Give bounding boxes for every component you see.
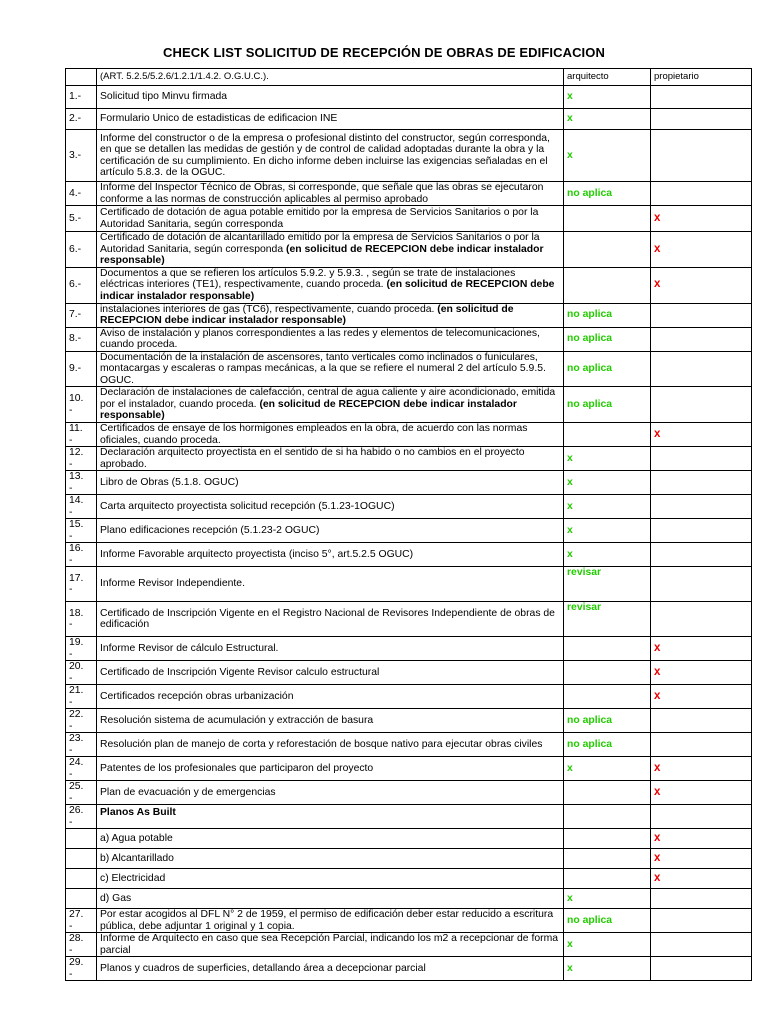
- item-description: [97, 351, 564, 387]
- arquitecto-mark: x: [567, 962, 573, 974]
- item-number: 25. -: [66, 781, 97, 805]
- arquitecto-mark: no aplica: [567, 333, 613, 345]
- propietario-mark: x: [654, 665, 661, 678]
- arquitecto-cell: [564, 130, 651, 182]
- item-text: Plan de evacuación y de emergencias: [100, 786, 276, 798]
- item-text: a) Agua potable: [100, 832, 173, 844]
- item-description: [97, 543, 564, 567]
- item-number: [66, 889, 97, 909]
- table-row: [66, 933, 752, 957]
- arquitecto-mark: no aplica: [567, 714, 613, 726]
- table-row: [66, 447, 752, 471]
- item-text: Solicitud tipo Minvu firmada: [100, 91, 228, 103]
- item-number: 6.-: [66, 267, 97, 303]
- arquitecto-cell: [564, 86, 651, 109]
- table-row: [66, 685, 752, 709]
- table-row: [66, 495, 752, 519]
- arquitecto-cell: [564, 567, 651, 602]
- reference-text: (ART. 5.2.5/5.2.6/1.2.1/1.4.2. O.G.U.C.).: [97, 69, 564, 86]
- propietario-cell: [651, 849, 752, 869]
- arquitecto-cell: [564, 423, 651, 447]
- item-description: [97, 109, 564, 130]
- propietario-mark: x: [654, 689, 661, 702]
- item-description: [97, 471, 564, 495]
- item-number: 17. -: [66, 567, 97, 602]
- propietario-mark: x: [654, 278, 661, 291]
- arquitecto-mark: revisar: [567, 567, 602, 578]
- item-description: [97, 206, 564, 232]
- item-number: 3.-: [66, 130, 97, 182]
- arquitecto-cell: [564, 757, 651, 781]
- item-number: 12. -: [66, 447, 97, 471]
- item-description: [97, 933, 564, 957]
- item-text: Certificado de dotación de agua potable emitido por la empresa de Servicios Sanitarios o por la Autoridad Sanitaria, según corresponda: [100, 207, 539, 230]
- propietario-cell: [651, 637, 752, 661]
- arquitecto-mark: x: [567, 500, 573, 512]
- table-row: [66, 423, 752, 447]
- propietario-cell: [651, 567, 752, 602]
- arquitecto-mark: no aplica: [567, 363, 613, 374]
- item-note: (en solicitud de RECEPCION debe indicar instalador responsable): [100, 398, 517, 422]
- propietario-cell: [651, 869, 752, 889]
- table-row: [66, 637, 752, 661]
- propietario-mark: x: [654, 761, 661, 774]
- item-text: b) Alcantarillado: [100, 852, 174, 864]
- propietario-cell: [651, 709, 752, 733]
- item-description: [97, 661, 564, 685]
- item-description: [97, 757, 564, 781]
- arquitecto-cell: [564, 267, 651, 303]
- item-description: [97, 447, 564, 471]
- item-text: Carta arquitecto proyectista solicitud recepción (5.1.23-1OGUC): [100, 500, 395, 512]
- item-text: c) Electricidad: [100, 872, 166, 884]
- table-row: [66, 109, 752, 130]
- propietario-cell: [651, 805, 752, 829]
- table-row: [66, 232, 752, 268]
- item-text: d) Gas: [100, 892, 132, 904]
- propietario-cell: [651, 387, 752, 423]
- arquitecto-mark: no aplica: [567, 738, 613, 750]
- propietario-cell: [651, 495, 752, 519]
- arquitecto-mark: x: [567, 762, 573, 774]
- propietario-cell: [651, 909, 752, 933]
- propietario-cell: [651, 733, 752, 757]
- item-text: Formulario Unico de estadisticas de edificacion INE: [100, 113, 338, 125]
- item-number: 24. -: [66, 757, 97, 781]
- item-description: [97, 182, 564, 206]
- propietario-cell: [651, 86, 752, 109]
- table-row: [66, 869, 752, 889]
- item-number: 18. -: [66, 602, 97, 637]
- item-number: 9.-: [66, 351, 97, 387]
- propietario-cell: [651, 781, 752, 805]
- item-number: 20. -: [66, 661, 97, 685]
- arquitecto-mark: x: [567, 524, 573, 536]
- item-number: 5.-: [66, 206, 97, 232]
- arquitecto-cell: [564, 685, 651, 709]
- item-number: 23. -: [66, 733, 97, 757]
- arquitecto-cell: [564, 182, 651, 206]
- propietario-mark: x: [654, 785, 661, 798]
- item-description: [97, 86, 564, 109]
- arquitecto-mark: x: [567, 892, 573, 904]
- item-text: Informe del Inspector Técnico de Obras, si corresponde, que señale que las obras se ejecutaron conforme a las normas de construcción aplicables al permiso aprobado: [100, 182, 544, 205]
- propietario-cell: [651, 829, 752, 849]
- item-description: [97, 327, 564, 351]
- arquitecto-cell: [564, 109, 651, 130]
- table-row: [66, 206, 752, 232]
- item-description: [97, 957, 564, 981]
- item-number: 29. -: [66, 957, 97, 981]
- arquitecto-cell: [564, 206, 651, 232]
- propietario-cell: [651, 661, 752, 685]
- item-description: [97, 805, 564, 829]
- arquitecto-mark: x: [567, 91, 573, 103]
- item-text: Informe Revisor de cálculo Estructural.: [100, 642, 279, 654]
- item-text: Documentación de la instalación de ascensores, tanto verticales como inclinados o funiculares, montacargas y escaleras o rampas mecánicas, a la que se refiere el numeral 2 del artículo 5.9.5. OGUC.: [100, 351, 546, 386]
- item-number: 6.-: [66, 232, 97, 268]
- propietario-mark: x: [654, 641, 661, 654]
- item-text: Informe Revisor Independiente.: [100, 578, 245, 590]
- item-number: 26. -: [66, 805, 97, 829]
- item-description: [97, 733, 564, 757]
- item-description: [97, 637, 564, 661]
- item-number: 2.-: [66, 109, 97, 130]
- arquitecto-cell: [564, 543, 651, 567]
- arquitecto-mark: x: [567, 476, 573, 488]
- item-description: [97, 303, 564, 327]
- propietario-cell: [651, 351, 752, 387]
- item-description: [97, 909, 564, 933]
- item-text: Informe de Arquitecto en caso que sea Recepción Parcial, indicando los m2 a recepcionar de forma parcial: [100, 933, 559, 956]
- arquitecto-cell: [564, 637, 651, 661]
- arquitecto-mark: no aplica: [567, 309, 613, 321]
- arquitecto-cell: [564, 327, 651, 351]
- item-description: [97, 567, 564, 602]
- checklist-table: [65, 68, 752, 981]
- item-number: 28. -: [66, 933, 97, 957]
- item-description: [97, 387, 564, 423]
- propietario-cell: [651, 447, 752, 471]
- propietario-cell: [651, 757, 752, 781]
- item-text: Certificados recepción obras urbanización: [100, 690, 294, 702]
- propietario-cell: [651, 267, 752, 303]
- arquitecto-cell: [564, 351, 651, 387]
- item-text: Patentes de los profesionales que participaron del proyecto: [100, 762, 374, 774]
- table-row: [66, 661, 752, 685]
- arquitecto-cell: [564, 869, 651, 889]
- item-text: instalaciones interiores de gas (TC6), respectivamente, cuando proceda.: [100, 303, 438, 315]
- item-number: 15. -: [66, 519, 97, 543]
- item-description: [97, 495, 564, 519]
- arquitecto-cell: [564, 889, 651, 909]
- arquitecto-mark: x: [567, 548, 573, 560]
- propietario-cell: [651, 543, 752, 567]
- arquitecto-mark: revisar: [567, 602, 602, 613]
- item-description: [97, 130, 564, 182]
- item-text: Plano edificaciones recepción (5.1.23-2 OGUC): [100, 524, 320, 536]
- propietario-mark: x: [654, 851, 661, 864]
- item-text: Planos y cuadros de superficies, detallando área a decepcionar parcial: [100, 962, 426, 974]
- item-number: 4.-: [66, 182, 97, 206]
- col-header-propietario: propietario: [651, 69, 752, 86]
- propietario-cell: [651, 519, 752, 543]
- item-description: [97, 849, 564, 869]
- arquitecto-cell: [564, 447, 651, 471]
- item-number: 21. -: [66, 685, 97, 709]
- arquitecto-mark: no aplica: [567, 914, 613, 926]
- item-note: (en solicitud de RECEPCION debe indicar instalador responsable): [100, 243, 544, 266]
- arquitecto-cell: [564, 661, 651, 685]
- table-row: [66, 733, 752, 757]
- arquitecto-cell: [564, 733, 651, 757]
- propietario-mark: x: [654, 831, 661, 844]
- arquitecto-cell: [564, 387, 651, 423]
- item-description: [97, 709, 564, 733]
- arquitecto-cell: [564, 933, 651, 957]
- arquitecto-cell: [564, 849, 651, 869]
- item-text: Certificados de ensaye de los hormigones empleados en la obra, de acuerdo con las normas oficiales, cuando proceda.: [100, 423, 528, 446]
- table-row: [66, 602, 752, 637]
- item-note: (en solicitud de RECEPCION debe indicar instalador responsable): [100, 279, 555, 302]
- table-row: [66, 471, 752, 495]
- item-description: [97, 869, 564, 889]
- item-number: [66, 849, 97, 869]
- table-row: [66, 130, 752, 182]
- propietario-cell: [651, 957, 752, 981]
- item-text: Libro de Obras (5.1.8. OGUC): [100, 476, 239, 488]
- item-number: 16. -: [66, 543, 97, 567]
- arquitecto-cell: [564, 471, 651, 495]
- propietario-cell: [651, 232, 752, 268]
- arquitecto-cell: [564, 232, 651, 268]
- arquitecto-cell: [564, 909, 651, 933]
- item-description: [97, 781, 564, 805]
- propietario-cell: [651, 327, 752, 351]
- item-text: Certificado de Inscripción Vigente en el Registro Nacional de Revisores Independiente de obras de edificación: [100, 607, 555, 630]
- item-text: Informe Favorable arquitecto proyectista (inciso 5°, art.5.2.5 OGUC): [100, 548, 414, 560]
- table-row: [66, 86, 752, 109]
- item-text: Certificado de dotación de alcantarillado emitido por la empresa de Servicios Sanitarios o por la Autoridad Sanitaria, según corresponda: [100, 232, 540, 255]
- table-row: [66, 519, 752, 543]
- item-text: Certificado de Inscripción Vigente Revisor calculo estructural: [100, 666, 380, 678]
- item-description: [97, 519, 564, 543]
- arquitecto-cell: [564, 709, 651, 733]
- propietario-cell: [651, 130, 752, 182]
- table-row: [66, 267, 752, 303]
- item-text: Resolución sistema de acumulación y extracción de basura: [100, 714, 374, 726]
- item-number: 22. -: [66, 709, 97, 733]
- propietario-cell: [651, 423, 752, 447]
- table-row: [66, 849, 752, 869]
- arquitecto-mark: x: [567, 149, 573, 161]
- header-row: [66, 69, 752, 86]
- item-note: (en solicitud de RECEPCION debe indicar instalador responsable): [100, 303, 514, 326]
- table-row: [66, 781, 752, 805]
- item-text: Declaración de instalaciones de calefacción, central de agua caliente y aire acondicionado, emitida por el instalador, cuando proceda.: [100, 387, 556, 410]
- header-num-cell: [66, 69, 97, 86]
- propietario-cell: [651, 303, 752, 327]
- propietario-mark: x: [654, 427, 661, 440]
- table-row: [66, 543, 752, 567]
- table-row: [66, 709, 752, 733]
- item-text: Informe del constructor o de la empresa o profesional distinto del constructor, según corresponda, en que se detallen las medidas de gestión y de control de calidad adoptadas durante la obra y la certificación de su cumplimiento. En dicho informe deben incluirse las exigencias señaladas en el artículo 5.8.3. de la OGUC.: [100, 132, 550, 178]
- table-row: [66, 327, 752, 351]
- item-text: Declaración arquitecto proyectista en el sentido de si ha habido o no cambios en el proyecto aprobado.: [100, 447, 525, 470]
- item-text: Documentos a que se refieren los artículos 5.9.2. y 5.9.3. , según se trate de instalaciones eléctricas interiores (TE1), respectivamente, cuando proceda.: [100, 267, 516, 291]
- propietario-mark: x: [654, 871, 661, 884]
- arquitecto-cell: [564, 602, 651, 637]
- arquitecto-cell: [564, 519, 651, 543]
- item-note: Planos As Built: [100, 807, 176, 818]
- item-text: Aviso de instalación y planos correspondientes a las redes y elementos de telecomunicaciones, cuando proceda.: [100, 327, 540, 350]
- page-title: CHECK LIST SOLICITUD DE RECEPCIÓN DE OBRAS DE EDIFICACION: [163, 45, 605, 60]
- item-description: [97, 267, 564, 303]
- arquitecto-cell: [564, 957, 651, 981]
- table-row: [66, 387, 752, 423]
- item-number: 11. -: [66, 423, 97, 447]
- propietario-mark: x: [654, 242, 661, 255]
- item-number: 19. -: [66, 637, 97, 661]
- table-row: [66, 829, 752, 849]
- item-description: [97, 602, 564, 637]
- arquitecto-mark: x: [567, 452, 573, 464]
- propietario-cell: [651, 933, 752, 957]
- item-text: Por estar acogidos al DFL N° 2 de 1959, el permiso de edificación deber estar reducido a escritura pública, debe adjuntar 1 original y 1 copia.: [100, 909, 554, 932]
- item-number: [66, 829, 97, 849]
- arquitecto-mark: x: [567, 113, 573, 125]
- item-description: [97, 829, 564, 849]
- propietario-cell: [651, 109, 752, 130]
- table-row: [66, 957, 752, 981]
- item-text: Resolución plan de manejo de corta y reforestación de bosque nativo para ejecutar obras civiles: [100, 738, 543, 750]
- item-description: [97, 232, 564, 268]
- table-row: [66, 182, 752, 206]
- arquitecto-cell: [564, 303, 651, 327]
- item-number: 8.-: [66, 327, 97, 351]
- table-row: [66, 567, 752, 602]
- item-number: [66, 869, 97, 889]
- table-row: [66, 889, 752, 909]
- item-description: [97, 685, 564, 709]
- table-row: [66, 303, 752, 327]
- col-header-arquitecto: arquitecto: [564, 69, 651, 86]
- table-row: [66, 805, 752, 829]
- arquitecto-mark: no aplica: [567, 398, 613, 410]
- arquitecto-mark: x: [567, 938, 573, 950]
- propietario-cell: [651, 889, 752, 909]
- propietario-cell: [651, 471, 752, 495]
- table-row: [66, 757, 752, 781]
- table-row: [66, 909, 752, 933]
- propietario-cell: [651, 602, 752, 637]
- item-number: 7.-: [66, 303, 97, 327]
- item-description: [97, 423, 564, 447]
- arquitecto-cell: [564, 805, 651, 829]
- arquitecto-mark: no aplica: [567, 187, 613, 199]
- table-row: [66, 351, 752, 387]
- propietario-mark: x: [654, 211, 661, 224]
- arquitecto-cell: [564, 781, 651, 805]
- item-number: 10. -: [66, 387, 97, 423]
- propietario-cell: [651, 182, 752, 206]
- item-number: 1.-: [66, 86, 97, 109]
- arquitecto-cell: [564, 829, 651, 849]
- item-number: 27. -: [66, 909, 97, 933]
- item-description: [97, 889, 564, 909]
- propietario-cell: [651, 206, 752, 232]
- item-number: 14. -: [66, 495, 97, 519]
- propietario-cell: [651, 685, 752, 709]
- item-number: 13. -: [66, 471, 97, 495]
- arquitecto-cell: [564, 495, 651, 519]
